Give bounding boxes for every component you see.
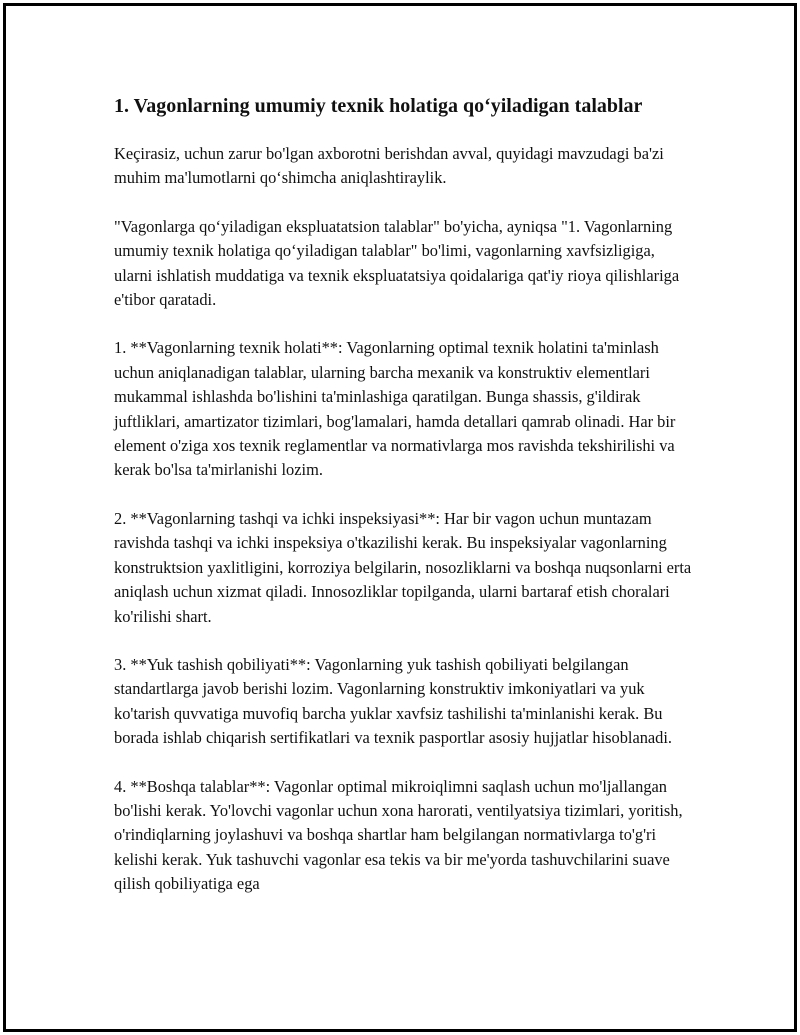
- paragraph-intro: Keçirasiz, uchun zarur bo'lgan axborotni berishdan avval, quyidagi mavzudagi ba'zi muhim ma'lumotlarni qo‘shimcha aniqlashtiraylik.: [114, 144, 664, 188]
- paragraph-other-requirements: 4. **Boshqa talablar**: Vagonlar optimal mikroiqlimni saqlash uchun mo'ljallangan bo'lishi kerak. Yo'lovchi vagonlar uchun xona harorati, ventilyatsiya tizimlari, yoritish, o'rindiqlarning joylashuvi va boshqa shartlar ham belgilangan normativlarga to'g'ri kelishi kerak. Yuk tashuvchi vagonlar esa tekis va bir me'yorda tashuvchilarini suave qilish qobiliyatiga ega: [114, 776, 683, 894]
- paragraph-inspection: 2. **Vagonlarning tashqi va ichki inspeksiyasi**: Har bir vagon uchun muntazam ravishda tashqi va ichki inspeksiya o'tkazilishi kerak. Bu inspeksiyalar vagonlarning konstruktsion yaxlitligini, korroziya belgilarin, nosozliklarni va boshqa nuqsonlarni erta aniqlash uchun xizmat qiladi. Innosozliklar topilganda, ularni bartaraf etish choralari ko'rilishi shart.: [114, 508, 692, 626]
- document-body: [114, 92, 694, 921]
- paragraph-load-capacity: 3. **Yuk tashish qobiliyati**: Vagonlarning yuk tashish qobiliyati belgilangan standartlarga javob berishi lozim. Vagonlarning konstruktiv imkoniyatlari va yuk ko'tarish quvvatiga muvofiq barcha yuklar xavfsiz tashilishi ta'minlanishi kerak. Bu borada ishlab chiqarish sertifikatlari va texnik pasportlar asosiy hujjatlar hisoblanadi.: [114, 654, 673, 748]
- paragraph-context: "Vagonlarga qo‘yiladigan ekspluatatsion talablar" bo'yicha, ayniqsa "1. Vagonlarning umumiy texnik holatiga qo‘yiladigan talablar" bo'limi, vagonlarning xavfsizligiga, ularni ishlatish muddatiga va texnik ekspluatatsiya qoidalariga qat'iy rioya qilishlariga e'tibor qaratadi.: [114, 216, 680, 310]
- paragraph-technical-condition: 1. **Vagonlarning texnik holati**: Vagonlarning optimal texnik holatini ta'minlash uchun aniqlanadigan talablar, ularning barcha mexanik va konstruktiv elementlari mukammal ishlashda bo'lishini ta'minlashiga qaratilgan. Bunga shassis, g'ildirak juftliklari, amartizator tizimlari, bog'lamalari, hamda detallari qamrab olinadi. Har bir element o'ziga xos texnik reglamentlar va normativlarga mos ravishda tekshirilishi va kerak bo'lsa ta'mirlanishi lozim.: [114, 338, 676, 480]
- document-title: 1. Vagonlarning umumiy texnik holatiga qo‘yiladigan talablar: [114, 95, 643, 117]
